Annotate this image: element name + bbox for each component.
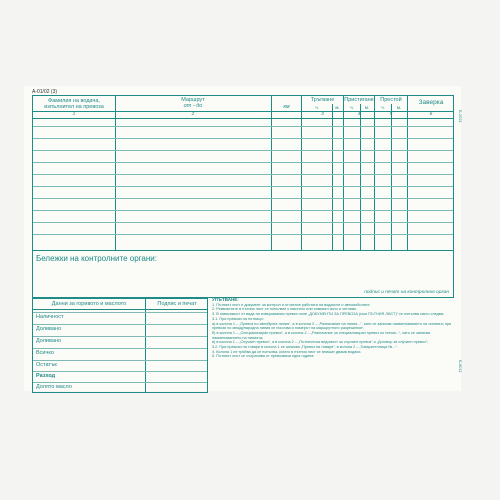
header-idle-m: м. [396,105,402,110]
table-row [33,210,453,211]
instruction-line: а) в колона 1 – „Превоз по автобусна линия“, а в колона 2 – „Разписание на линия...“, като се записва наименованието на линията; при превози по международна линия се посочва и номерът на маршрутното разрешение; [212,321,452,331]
instructions [212,298,454,393]
col-number: 3 [321,112,324,117]
header-route: Маршрут [181,97,205,103]
header-arrive-m: м. [364,105,370,110]
header-depart: Тръгване [310,97,335,103]
fuel-row: Всичко [33,348,207,359]
col-number: 2 [191,112,195,117]
header-km: км [283,104,290,110]
trip-table [32,95,454,251]
notes-sign-caption: подпис и печат на контролния орган [364,290,449,295]
header-depart-h: ч. [315,105,319,110]
instruction-line: 1. Пътният лист е документ за контрол и отчитане работата на водачите и автомобилите. [212,302,371,307]
header-idle-h: ч. [381,105,385,110]
fuel-row: Наличност [33,312,207,323]
instruction-line: 3.2. При превози на товари в колона 1 се записва „Превоз на товари“, в колона 2 – „Товарителница №...“. [212,345,398,350]
header-stamp: Заверка [418,99,444,106]
header-arrive: Пристигане [344,97,374,103]
fuel-sign-title: Подпис и печат [157,301,197,307]
form-code: А-01/02 (3) [32,89,58,95]
instruction-line: в) в колона 1 – „Случаен превоз“, а в колона 2 – „Пътническа ведомост за случаен превоз“ и „Договор за случаен превоз“; [212,340,429,345]
table-row [33,222,453,223]
header-depart-m: м. [335,105,340,110]
table-row [33,186,453,187]
col-number: 5 [389,112,393,117]
fuel-row: Доливано [33,336,207,347]
table-row [33,198,453,199]
header-driver: Фамилия на водача, изпълнител на превоза [44,98,104,110]
col-number: 1 [72,112,76,117]
instruction-line: б) в колона 1 – „Специализиран превоз“, а в колона 2 – „Разписание за специализиран превоз по линия...“, като се записва наименованието на линията; [212,330,431,340]
fuel-row: Доливано [33,324,207,335]
table-row [33,138,453,139]
table-row [33,126,453,127]
side-text: Б-2021 [458,110,463,123]
notes-section [32,251,454,298]
side-serial: Б-6011 [458,360,463,373]
table-row [33,234,453,235]
fuel-row: Долято масло [33,382,207,393]
instruction-line: 4. Колона 1 не трябва да се попълва, когато в пътния лист се впишат двама водачи. [212,349,362,354]
table-row [33,162,453,163]
header-arrive-h: ч. [350,105,354,110]
notes-title: Бележки на контролните органи: [36,254,157,263]
instruction-line: 5. Пътният лист се съхранява от превозвача една година. [212,354,315,359]
instruction-line: 3.1. При превози на пътници: [212,316,264,321]
table-row [33,174,453,175]
fuel-row: Остатък [33,360,207,371]
header-route-sub: от - до [183,103,203,109]
instruction-line: 3. В зависимост от вида на извършвания превоз поле „ДОКУМЕНТИ ЗА ПРЕВОЗА (към ПЪТНИЯ ЛИСТ)“ се попълва както следва: [212,312,444,317]
table-row [33,150,453,151]
fuel-table [32,298,208,393]
instructions-title: УПЪТВАНЕ: [212,297,239,302]
col-number: 4 [357,112,361,117]
fuel-title: Данни за горивото и маслото [51,301,127,307]
instruction-line: 2. Реквизитите в пътния лист се попълват с мастило или химикал ясно и четливо. [212,307,358,312]
fuel-row: Разход [33,371,207,382]
header-idle: Престой [380,97,402,103]
col-number: 6 [429,112,433,117]
